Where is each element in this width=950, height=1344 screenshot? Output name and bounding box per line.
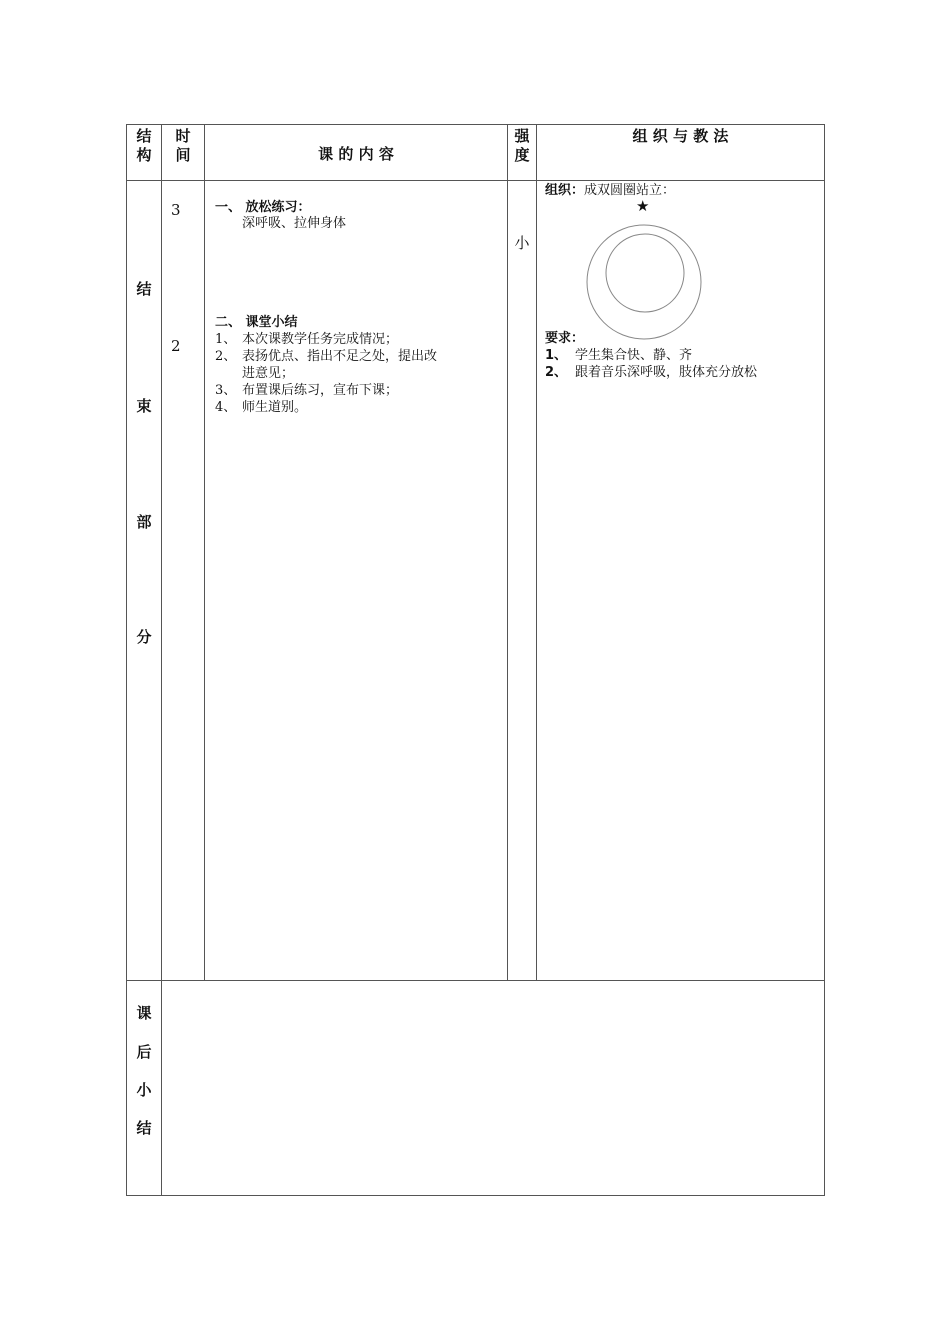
summary-item-num: 3、 bbox=[215, 383, 237, 398]
header-organization: 组 织 与 教 法 bbox=[632, 127, 729, 145]
table-border-right bbox=[824, 124, 825, 1196]
summary-item-text: 进意见； bbox=[242, 366, 295, 381]
summary-item-num: 2、 bbox=[215, 349, 237, 364]
summary-item-text: 布置课后练习，宣布下课； bbox=[242, 383, 399, 398]
organization-text: 成双圆圈站立： bbox=[584, 183, 676, 198]
summary-item-text: 本次课教学任务完成情况； bbox=[242, 332, 399, 347]
star-icon: ★ bbox=[636, 197, 650, 215]
time-value: 2 bbox=[171, 337, 181, 355]
header-time-char: 间 bbox=[175, 146, 191, 164]
time-value: 3 bbox=[171, 201, 181, 219]
summary-item-num: 1、 bbox=[215, 332, 237, 347]
summary-label-char: 结 bbox=[136, 1119, 152, 1137]
organization-line bbox=[545, 182, 675, 199]
summary-notes-area bbox=[162, 981, 824, 1195]
intensity-value: 小 bbox=[514, 234, 530, 252]
summary-item-text: 表扬优点、指出不足之处，提出改 bbox=[242, 349, 438, 364]
relax-text: 深呼吸、拉伸身体 bbox=[242, 216, 347, 231]
header-structure-char: 结 bbox=[136, 127, 152, 145]
header-divider bbox=[126, 180, 825, 181]
header-content: 课 的 内 容 bbox=[318, 145, 394, 163]
col-divider-2 bbox=[204, 124, 205, 981]
summary-label-char: 后 bbox=[136, 1043, 152, 1061]
header-time bbox=[162, 127, 204, 165]
summary-label-char: 小 bbox=[136, 1081, 152, 1099]
table-border-top bbox=[126, 124, 825, 125]
outer-circle bbox=[587, 225, 701, 339]
header-structure bbox=[127, 127, 161, 165]
section-label-char: 结 bbox=[136, 280, 152, 298]
double-circle-diagram bbox=[584, 223, 704, 341]
section-label-char: 分 bbox=[136, 628, 152, 646]
summary-title: 二、 课堂小结 bbox=[215, 315, 298, 330]
requirement-num: 1、 bbox=[545, 348, 568, 363]
header-intensity bbox=[508, 127, 536, 165]
requirement-text: 跟着音乐深呼吸，肢体充分放松 bbox=[575, 365, 758, 380]
requirement-label: 要求： bbox=[545, 331, 585, 346]
col-divider-4 bbox=[536, 124, 537, 981]
header-intensity-char: 强 bbox=[514, 127, 530, 145]
section-label-char: 束 bbox=[136, 397, 152, 415]
requirement-num: 2、 bbox=[545, 365, 568, 380]
inner-circle bbox=[606, 234, 684, 312]
organization-label: 组织： bbox=[545, 183, 585, 198]
summary-item-num: 4、 bbox=[215, 400, 237, 415]
summary-item-text: 师生道别。 bbox=[242, 400, 308, 415]
summary-label-char: 课 bbox=[136, 1004, 152, 1022]
requirement-text: 学生集合快、静、齐 bbox=[575, 348, 693, 363]
header-intensity-char: 度 bbox=[514, 146, 530, 164]
table-border-bottom bbox=[126, 1195, 825, 1196]
header-structure-char: 构 bbox=[136, 146, 152, 164]
relax-title: 一、 放松练习： bbox=[215, 200, 311, 215]
header-time-char: 时 bbox=[175, 127, 191, 145]
section-label-char: 部 bbox=[136, 513, 152, 531]
